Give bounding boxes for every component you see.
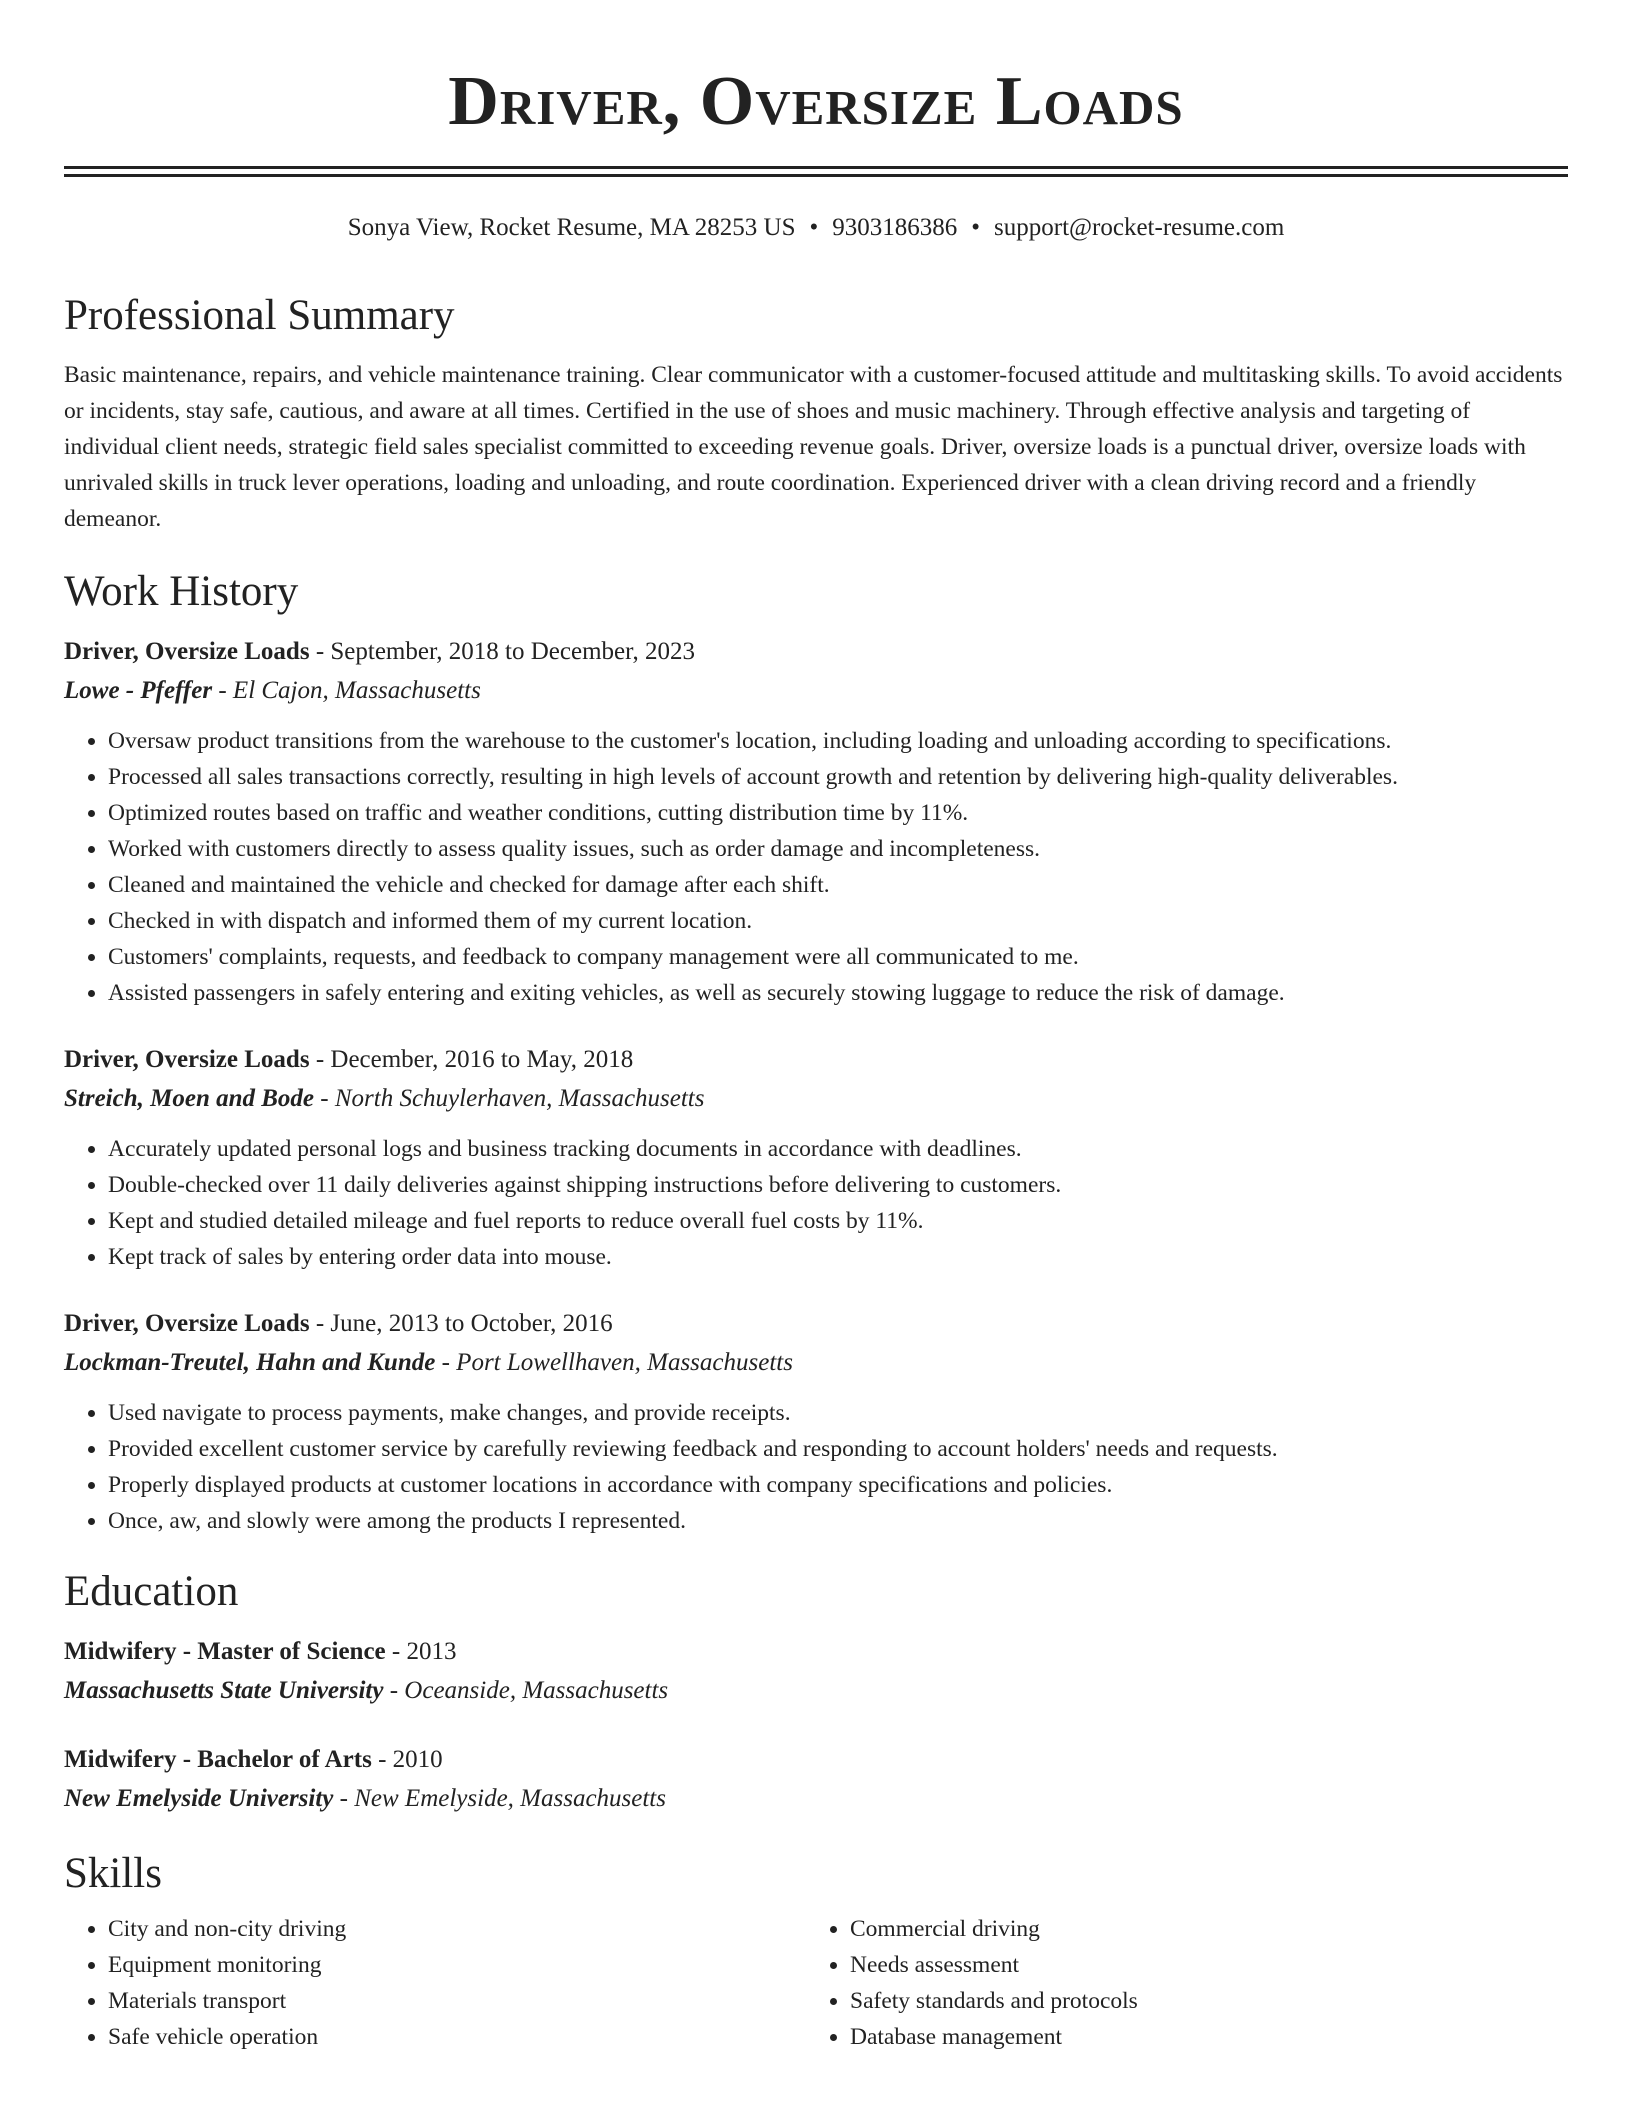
- job-dates: - September, 2018 to December, 2023: [309, 638, 695, 665]
- skill-item: • Commercial driving: [850, 1911, 1548, 1947]
- job-dates: - December, 2016 to May, 2018: [309, 1046, 634, 1073]
- job-title: Driver, Oversize Loads: [64, 638, 310, 665]
- job-title: Driver, Oversize Loads: [64, 1046, 310, 1073]
- job-title-line: [64, 633, 1568, 671]
- job-entry: [64, 1305, 1568, 1539]
- contact-phone: 9303186386: [832, 214, 958, 241]
- job-entry: [64, 633, 1568, 1011]
- skill-item: • Equipment monitoring: [108, 1947, 806, 1983]
- education-degree-line: [64, 1741, 1568, 1779]
- job-bullet: • Once, aw, and slowly were among the products I represented.: [108, 1503, 1568, 1539]
- job-bullet: • Optimized routes based on traffic and weather conditions, cutting distribution time by 11%.: [108, 795, 1568, 831]
- education-year: - 2013: [385, 1638, 457, 1665]
- skills-list: [64, 1911, 1568, 2055]
- job-bullet: • Provided excellent customer service by carefully reviewing feedback and responding to account holders' needs and requests.: [108, 1431, 1568, 1467]
- job-company: Streich, Moen and Bode: [64, 1085, 315, 1112]
- education-location: - New Emelyside, Massachusetts: [333, 1785, 666, 1812]
- job-bullet: • Accurately updated personal logs and business tracking documents in accordance with deadlines.: [108, 1131, 1568, 1167]
- job-bullet: • Kept track of sales by entering order data into mouse.: [108, 1239, 1568, 1275]
- contact-line: [64, 211, 1568, 245]
- skills-column-right: [806, 1911, 1548, 2055]
- job-bullet: • Processed all sales transactions correctly, resulting in high levels of account growth and retention by delivering high-quality deliverables.: [108, 759, 1568, 795]
- skill-item: • Safe vehicle operation: [108, 2019, 806, 2055]
- skill-item: • Safety standards and protocols: [850, 1983, 1548, 2019]
- contact-separator: •: [971, 214, 981, 241]
- contact-separator: •: [809, 214, 819, 241]
- job-bullet: • Double-checked over 11 daily deliveries against shipping instructions before delivering to customers.: [108, 1167, 1568, 1203]
- job-company-line: [64, 1079, 1568, 1119]
- job-dates: - June, 2013 to October, 2016: [309, 1310, 613, 1337]
- title-divider-thin: [64, 174, 1568, 177]
- education-entry: [64, 1741, 1568, 1819]
- section-heading-summary: Professional Summary: [64, 292, 455, 339]
- job-location: - Port Lowellhaven, Massachusetts: [435, 1349, 793, 1376]
- skill-item: • Materials transport: [108, 1983, 806, 2019]
- job-bullets: [64, 1395, 1568, 1539]
- job-location: - El Cajon, Massachusetts: [212, 677, 481, 704]
- education-year: - 2010: [371, 1746, 443, 1773]
- job-bullet: • Kept and studied detailed mileage and fuel reports to reduce overall fuel costs by 11%.: [108, 1203, 1568, 1239]
- job-title: Driver, Oversize Loads: [64, 1310, 310, 1337]
- job-bullet: • Cleaned and maintained the vehicle and checked for damage after each shift.: [108, 867, 1568, 903]
- education-school-line: [64, 1779, 1568, 1819]
- job-entry: [64, 1041, 1568, 1275]
- job-bullet: • Checked in with dispatch and informed them of my current location.: [108, 903, 1568, 939]
- job-title-line: [64, 1041, 1568, 1079]
- education-degree-line: [64, 1633, 1568, 1671]
- job-bullet: • Used navigate to process payments, make changes, and provide receipts.: [108, 1395, 1568, 1431]
- job-company-line: [64, 1343, 1568, 1383]
- job-company-line: [64, 671, 1568, 711]
- education-school-line: [64, 1671, 1568, 1711]
- education-entry: [64, 1633, 1568, 1711]
- job-bullet: • Oversaw product transitions from the warehouse to the customer's location, including loading and unloading according to specifications.: [108, 723, 1568, 759]
- skill-item: • City and non-city driving: [108, 1911, 806, 1947]
- job-location: - North Schuylerhaven, Massachusetts: [314, 1085, 705, 1112]
- section-heading-education: Education: [64, 1568, 239, 1615]
- job-bullet: • Properly displayed products at customer locations in accordance with company specifications and policies.: [108, 1467, 1568, 1503]
- section-heading-skills: Skills: [64, 1850, 162, 1897]
- job-bullet: • Customers' complaints, requests, and feedback to company management were all communicated to me.: [108, 939, 1568, 975]
- education-school: New Emelyside University: [64, 1785, 334, 1812]
- contact-address: Sonya View, Rocket Resume, MA 28253 US: [347, 214, 796, 241]
- job-bullet: • Assisted passengers in safely entering and exiting vehicles, as well as securely stowing luggage to reduce the risk of damage.: [108, 975, 1568, 1011]
- contact-email: support@rocket-resume.com: [994, 214, 1285, 241]
- job-title-line: [64, 1305, 1568, 1343]
- skill-item: • Needs assessment: [850, 1947, 1548, 1983]
- education-degree: Midwifery - Bachelor of Arts: [64, 1746, 372, 1773]
- job-bullets: [64, 1131, 1568, 1275]
- job-bullets: [64, 723, 1568, 1011]
- skill-item: • Database management: [850, 2019, 1548, 2055]
- resume-title: Driver, Oversize Loads: [448, 63, 1184, 140]
- job-bullet: • Worked with customers directly to assess quality issues, such as order damage and incompleteness.: [108, 831, 1568, 867]
- section-heading-work-history: Work History: [64, 568, 299, 615]
- education-location: - Oceanside, Massachusetts: [383, 1677, 669, 1704]
- education-school: Massachusetts State University: [64, 1677, 384, 1704]
- title-divider-thick: [64, 166, 1568, 169]
- job-company: Lowe - Pfeffer: [64, 677, 213, 704]
- summary-text: Basic maintenance, repairs, and vehicle maintenance training. Clear communicator with a customer-focused attitude and multitasking skills. To avoid accidents or incidents, stay safe, cautious, and aware at all times. Certified in the use of shoes and music machinery. Through effective analysis and targeting of individual client needs, strategic field sales specialist committed to exceeding revenue goals. Driver, oversize loads is a punctual driver, oversize loads with unrivaled skills in truck lever operations, loading and unloading, and route coordination. Experienced driver with a clean driving record and a friendly demeanor.: [64, 362, 1563, 532]
- education-degree: Midwifery - Master of Science: [64, 1638, 386, 1665]
- skills-column-left: [64, 1911, 806, 2055]
- job-company: Lockman-Treutel, Hahn and Kunde: [64, 1349, 436, 1376]
